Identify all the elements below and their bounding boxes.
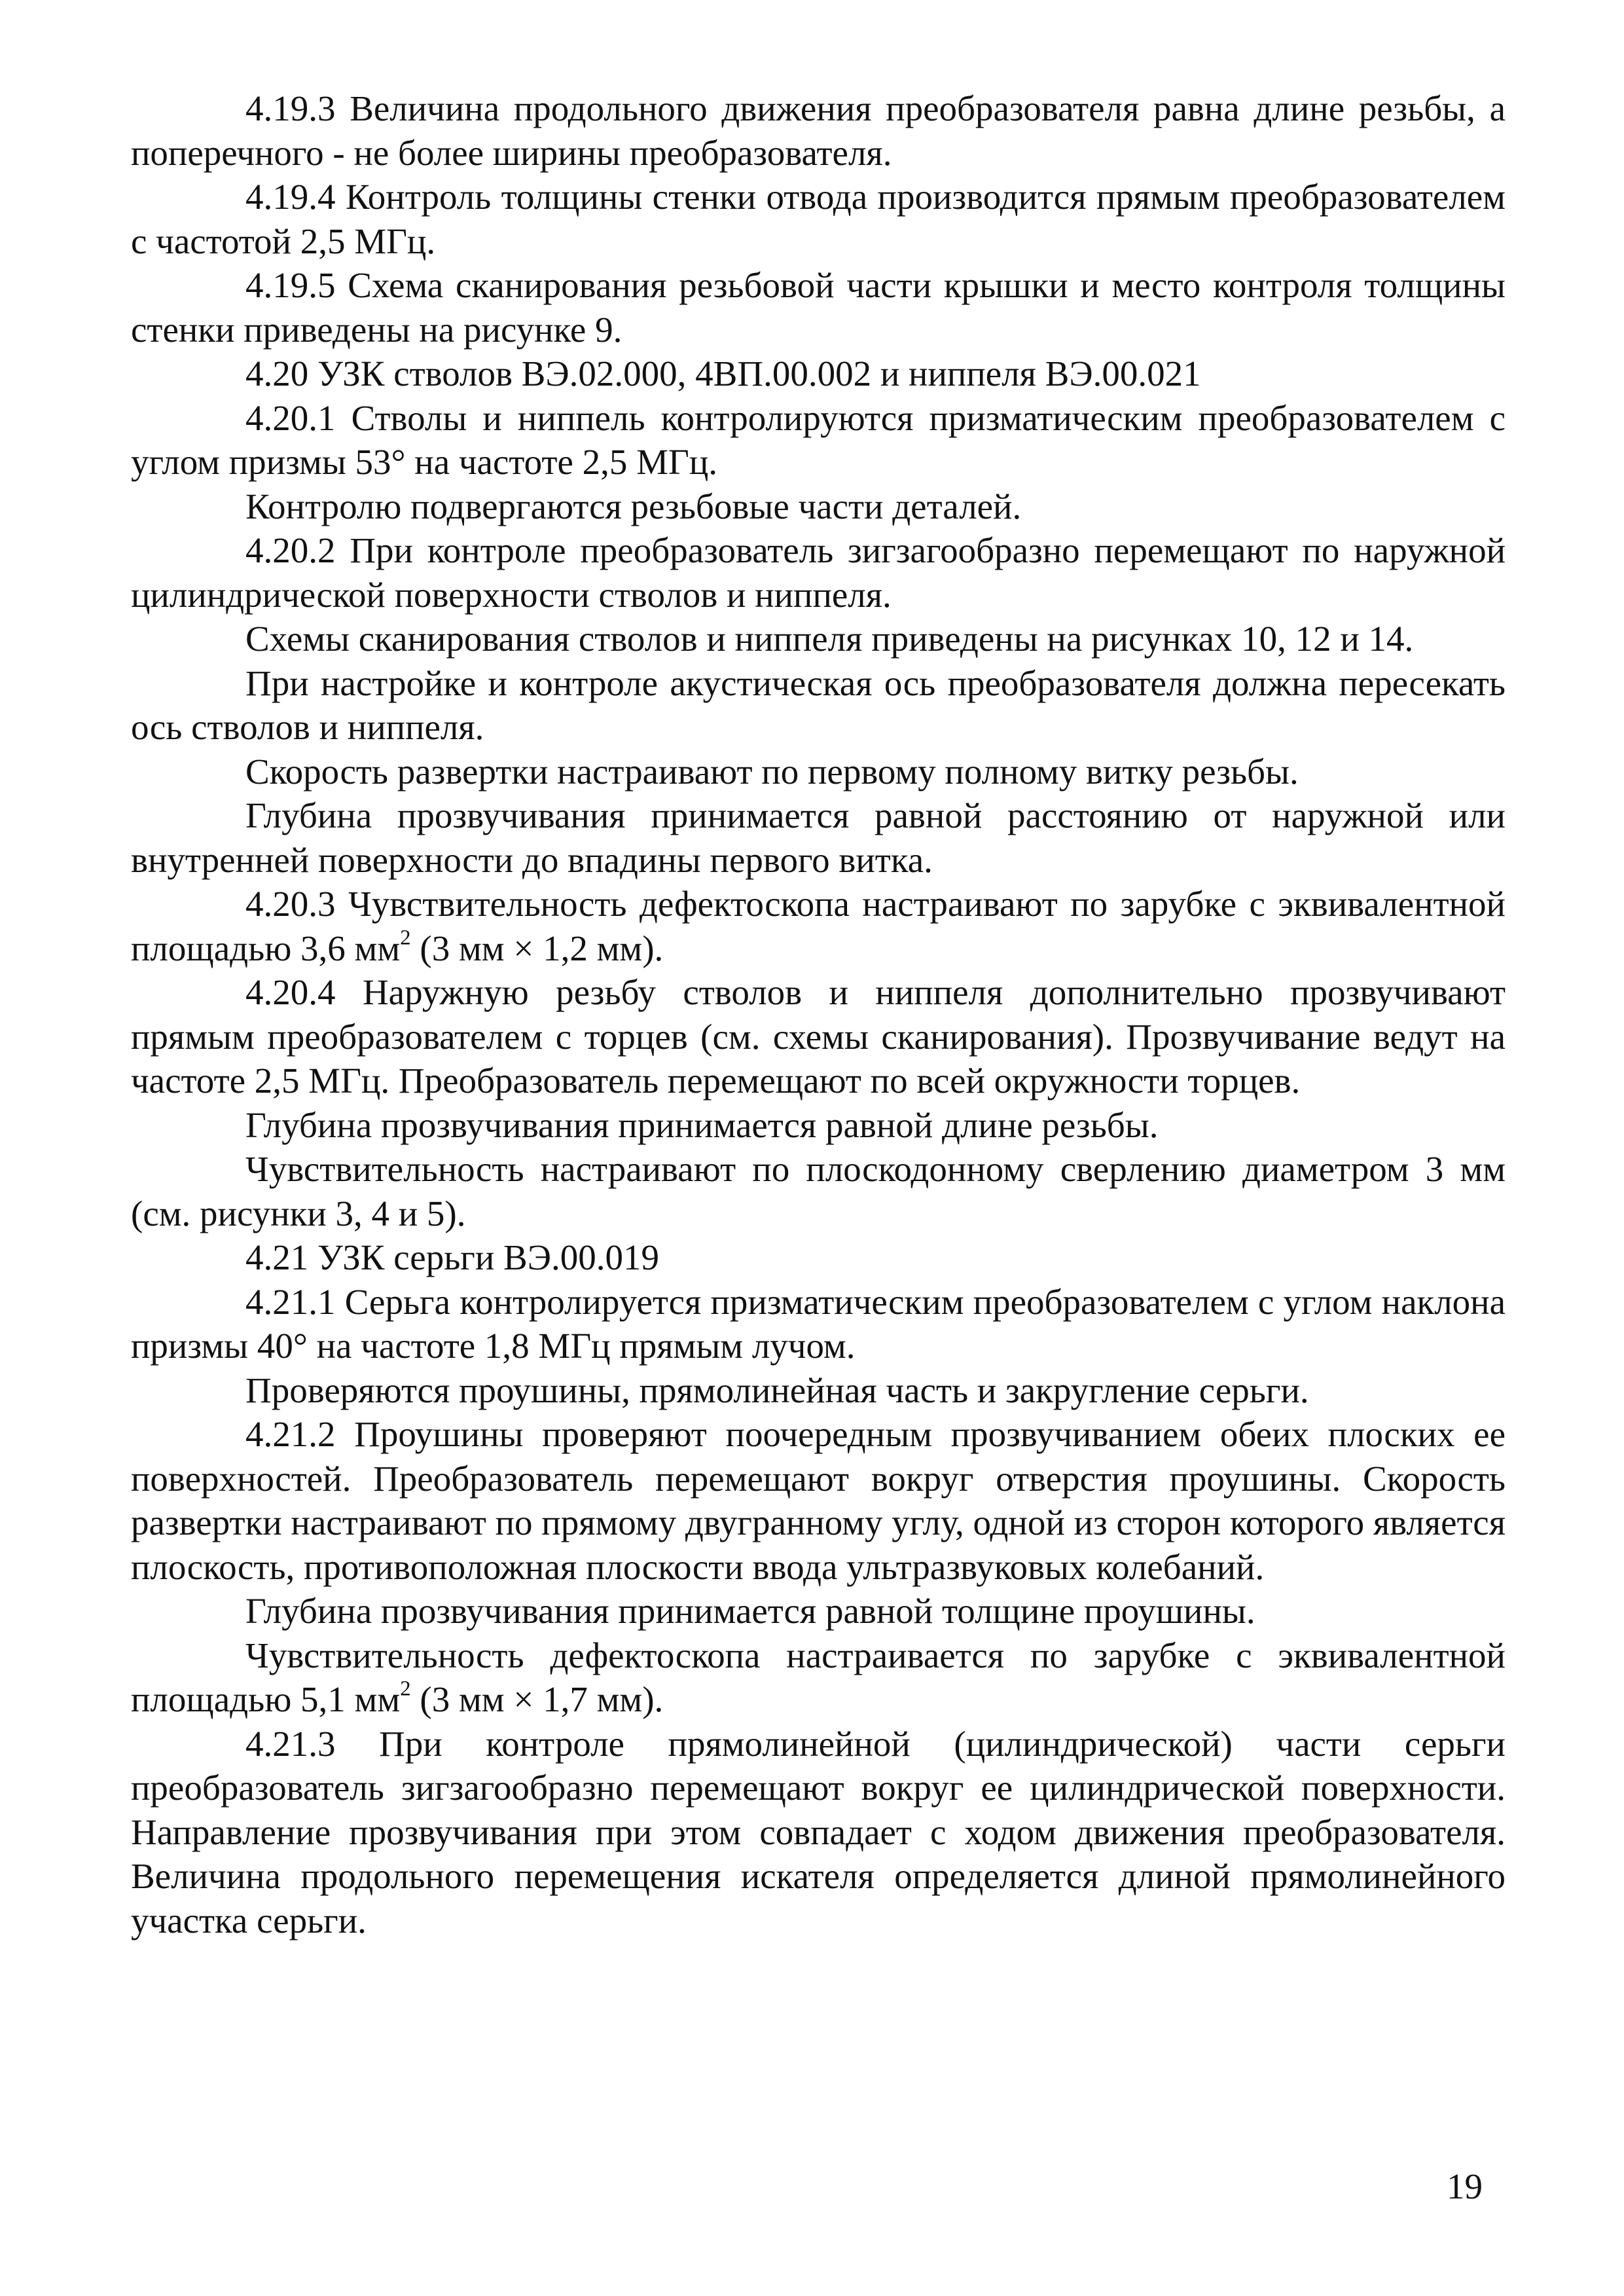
paragraph-4-19-4: 4.19.4 Контроль толщины стенки отвода производится прямым преобразователем с частотой 2,5 МГц. xyxy=(131,177,1506,261)
paragraph-4-20-3-text: 4.20.3 Чувствительность дефектоскопа настраивают по зарубке с эквивалентной площадью 3,6 мм xyxy=(131,884,1506,968)
paragraph-4-20-4: 4.20.4 Наружную резьбу стволов и ниппеля дополнительно прозвучивают прямым преобразователем с торцев (см. схемы сканирования). Прозвучивание ведут на частоте 2,5 МГц. Преобразователь перемещают по всей окружности торцев. xyxy=(131,972,1506,1101)
page-number: 19 xyxy=(1447,2166,1483,2206)
paragraph-4-20-2-depth: Глубина прозвучивания принимается равной расстоянию от наружной или внутренней поверхности до впадины первого витка. xyxy=(131,795,1506,880)
paragraph-4-21-2-depth: Глубина прозвучивания принимается равной толщине проушины. xyxy=(245,1591,1255,1631)
paragraph-4-20-2-schemes: Схемы сканирования стволов и ниппеля приведены на рисунках 10, 12 и 14. xyxy=(245,619,1414,659)
paragraph-4-21-2-text-end: (3 мм × 1,7 мм). xyxy=(410,1679,664,1719)
paragraph-4-20-4-sensitivity: Чувствительность настраивают по плоскодонному сверлению диаметром 3 мм (см. рисунки 3, 4 и 5). xyxy=(131,1149,1506,1233)
paragraph-4-21-2-text: Чувствительность дефектоскопа настраивается по зарубке с эквивалентной площадью 5,1 мм xyxy=(131,1635,1506,1719)
paragraph-4-20-1: 4.20.1 Стволы и ниппель контролируются призматическим преобразователем с углом призмы 53° на частоте 2,5 МГц. xyxy=(131,397,1506,482)
paragraph-4-20-1-continued: Контролю подвергаются резьбовые части деталей. xyxy=(245,486,1022,526)
paragraph-4-21-2-superscript: 2 xyxy=(400,1677,411,1701)
paragraph-4-21-1-checks: Проверяются проушины, прямолинейная часть и закругление серьги. xyxy=(245,1370,1309,1410)
paragraph-4-20-3-text-end: (3 мм × 1,2 мм). xyxy=(410,928,664,968)
section-heading-4-20: 4.20 УЗК стволов ВЭ.02.000, 4ВП.00.002 и ниппеля ВЭ.00.021 xyxy=(245,354,1201,393)
section-heading-4-21: 4.21 УЗК серьги ВЭ.00.019 xyxy=(245,1237,660,1277)
paragraph-4-21-1: 4.21.1 Серьга контролируется призматическим преобразователем с углом наклона призмы 40° на частоте 1,8 МГц прямым лучом. xyxy=(131,1281,1506,1366)
paragraph-4-21-3: 4.21.3 При контроле прямолинейной (цилиндрической) части серьги преобразователь зигзагообразно перемещают вокруг ее цилиндрической поверхности. Направление прозвучивания при этом совпадает с ходом движения преобразователя. Величина продольного перемещения искателя определяется длиной прямолинейного участка серьги. xyxy=(131,1723,1506,1941)
document-body xyxy=(131,86,1506,1942)
paragraph-4-20-2: 4.20.2 При контроле преобразователь зигзагообразно перемещают по наружной цилиндрической поверхности стволов и ниппеля. xyxy=(131,530,1506,615)
paragraph-4-20-2-sweep: Скорость развертки настраивают по первому полному витку резьбы. xyxy=(245,751,1299,792)
paragraph-4-20-4-depth: Глубина прозвучивания принимается равной длине резьбы. xyxy=(245,1104,1159,1145)
paragraph-4-19-5: 4.19.5 Схема сканирования резьбовой части крышки и место контроля толщины стенки приведены на рисунке 9. xyxy=(131,265,1506,350)
paragraph-4-20-3 xyxy=(131,882,1506,970)
paragraph-4-21-2: 4.21.2 Проушины проверяют поочередным прозвучиванием обеих плоских ее поверхностей. Преобразователь перемещают вокруг отверстия проушины. Скорость развертки настраивают по прямому двугранному углу, одной из сторон которого является плоскость, противоположная плоскости ввода ультразвуковых колебаний. xyxy=(131,1414,1506,1587)
paragraph-4-19-3: 4.19.3 Величина продольного движения преобразователя равна длине резьбы, а поперечного - не более ширины преобразователя. xyxy=(131,88,1506,173)
paragraph-4-20-3-superscript: 2 xyxy=(400,925,411,949)
paragraph-4-20-2-axis: При настройке и контроле акустическая ось преобразователя должна пересекать ось стволов и ниппеля. xyxy=(131,663,1506,747)
paragraph-4-21-2-sensitivity xyxy=(131,1633,1506,1722)
